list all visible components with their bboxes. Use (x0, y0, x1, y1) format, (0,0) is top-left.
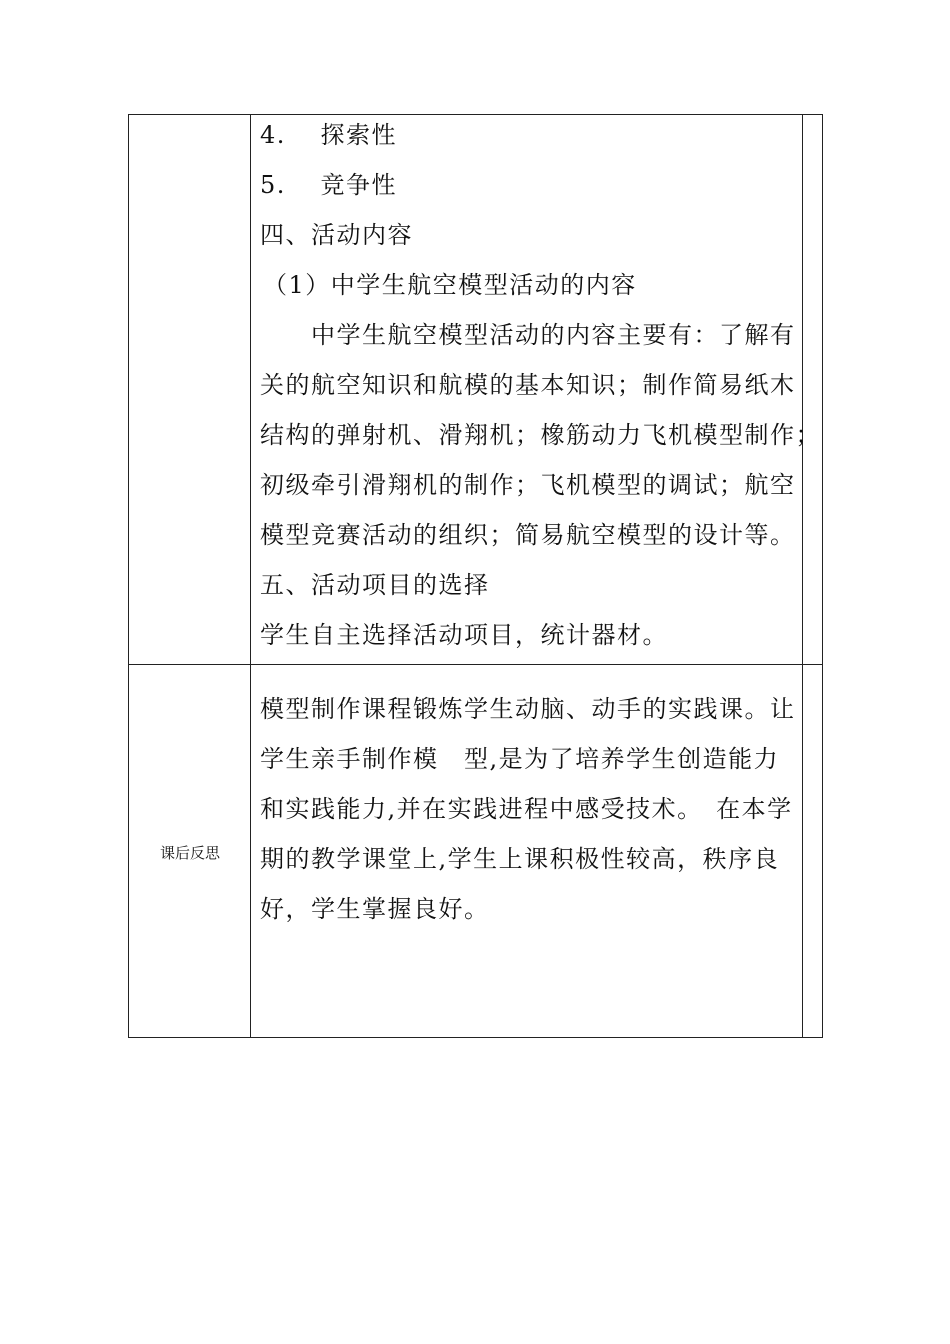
content-line: 4. 探索性 (260, 121, 398, 149)
reflection-line: 和实践能力,并在实践进程中感受技术。 在本学 (260, 795, 793, 823)
subsection-heading: （1）中学生航空模型活动的内容 (263, 271, 637, 299)
row-divider (129, 664, 822, 665)
content-line: 初级牵引滑翔机的制作；飞机模型的调试；航空 (260, 471, 796, 499)
content-line: 中学生航空模型活动的内容主要有：了解有 (260, 321, 796, 349)
column-divider-right (802, 115, 803, 1037)
reflection-line: 模型制作课程锻炼学生动脑、动手的实践课。让 (260, 695, 796, 723)
reflection-line: 期的教学课堂上,学生上课积极性较高，秩序良 (260, 845, 780, 873)
section-heading: 四、活动内容 (260, 221, 413, 249)
content-line: 模型竞赛活动的组织；简易航空模型的设计等。 (260, 521, 796, 549)
content-line: 5. 竞争性 (260, 171, 398, 199)
section-heading: 五、活动项目的选择 (260, 571, 490, 599)
reflection-line: 学生亲手制作模 型,是为了培养学生创造能力 (260, 745, 780, 773)
reflection-label: 课后反思 (159, 844, 220, 862)
lesson-table (128, 114, 823, 1038)
reflection-line: 好，学生掌握良好。 (260, 895, 490, 923)
content-line: 学生自主选择活动项目，统计器材。 (260, 621, 668, 649)
content-line: 结构的弹射机、滑翔机；橡筋动力飞机模型制作； (260, 421, 821, 449)
column-divider-left (250, 115, 251, 1037)
content-line: 关的航空知识和航模的基本知识；制作简易纸木 (260, 371, 796, 399)
